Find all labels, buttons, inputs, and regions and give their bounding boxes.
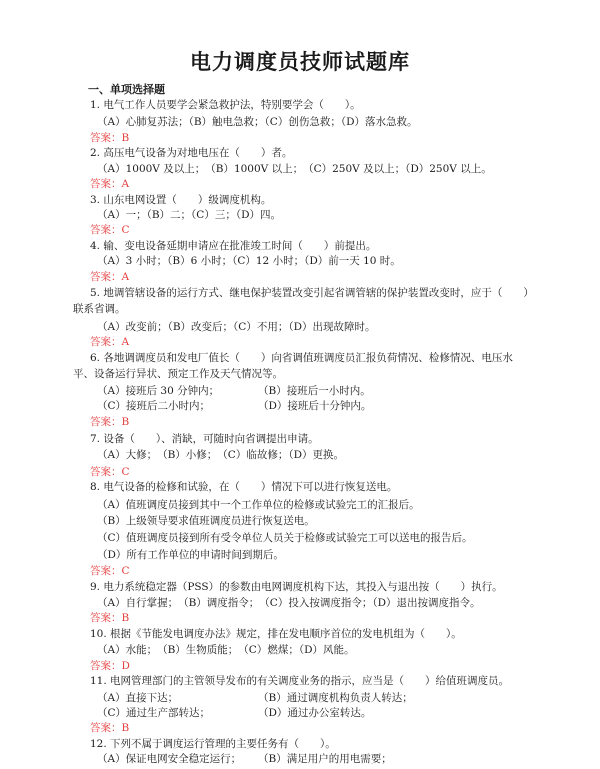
question-4-answer: 答案：A — [90, 270, 130, 283]
question-6-option-a: （A）接班后 30 分钟内； — [97, 384, 220, 397]
question-8-option-c: （C）值班调度员接到所有受令单位人员关于检修或试验完工可以送电的报告后。 — [97, 532, 473, 545]
question-5-answer: 答案：A — [90, 336, 130, 349]
question-1: 1. 电气工作人员要学会紧急救护法，特别要学会（ ）。 — [90, 99, 361, 111]
question-4-options: （A）3 小时；（B）6 小时；（C）12 小时；（D）前一天 10 时。 — [97, 255, 401, 268]
question-4: 4. 输、变电设备延期申请应在批准竣工时间（ ）前提出。 — [90, 239, 377, 252]
question-10: 10. 根据《节能发电调度办法》规定，排在发电顺序首位的发电机组为（ ）。 — [90, 627, 462, 640]
question-9-options: （A）自行掌握； （B）调度指令； （C）投入按调度指令；（D）退出按调度指令。 — [97, 596, 481, 609]
question-6: 6. 各地调调度员和发电厂值长（ ）向省调值班调度员汇报负荷情况、检修情况、电压水 — [90, 351, 513, 364]
question-5-continued: 联系省调。 — [73, 302, 126, 315]
question-9: 9. 电力系统稳定器（PSS）的参数由电网调度机构下达，其投入与退出按（ ）执行。 — [90, 580, 503, 593]
question-7-answer: 答案：C — [90, 465, 130, 478]
question-8-option-b: （B）上级领导要求值班调度员进行恢复送电。 — [97, 514, 315, 527]
question-11: 11. 电网管理部门的主管领导发布的有关调度业务的指示，应当是（ ）给值班调度员。 — [90, 675, 510, 688]
question-6-option-b: （B）接班后一小时内。 — [258, 384, 371, 397]
question-10-options: （A）水能； （B）生物质能； （C）燃煤；（D）风能。 — [97, 644, 355, 657]
question-8-answer: 答案：C — [90, 565, 130, 578]
question-12-option-a: （A）保证电网安全稳定运行； — [97, 753, 242, 766]
question-2: 2. 高压电气设备为对地电压在（ ）者。 — [90, 147, 293, 160]
question-11-option-a: （A）直接下达； — [97, 691, 179, 704]
question-3-answer: 答案：C — [90, 224, 130, 237]
question-1-answer: 答案：B — [90, 131, 130, 144]
question-3: 3. 山东电网设置（ ）级调度机构。 — [90, 193, 272, 206]
question-9-answer: 答案：B — [90, 612, 130, 625]
question-6-answer: 答案：B — [90, 416, 130, 429]
question-11-option-c: （C）通过生产部转达； — [97, 706, 211, 719]
question-2-answer: 答案：A — [90, 178, 130, 191]
question-6-option-d: （D）接班后十分钟内。 — [258, 400, 372, 413]
question-11-option-b: （B）通过调度机构负责人转达； — [258, 691, 413, 704]
question-6-continued: 平、设备运行异状、预定工作及天气情况等。 — [73, 368, 283, 381]
question-8: 8. 电气设备的检修和试验，在（ ）情况下可以进行恢复送电。 — [90, 481, 398, 494]
question-12-option-b: （B）满足用户的用电需要； — [258, 753, 392, 766]
question-11-answer: 答案：B — [90, 722, 130, 735]
question-5: 5. 地调管辖设备的运行方式、继电保护装置改变引起省调管辖的保护装置改变时，应于（ ） — [90, 287, 534, 300]
question-2-options: （A）1000V 及以上； （B）1000V 以上； （C）250V 及以上；（D）250V 以上。 — [97, 162, 492, 175]
question-7: 7. 设备（ ）、消缺，可随时向省调提出申请。 — [90, 432, 319, 445]
question-7-options: （A）大修； （B）小修； （C）临故修；（D）更换。 — [97, 449, 345, 462]
question-1-options: （A）心肺复苏法；（B）触电急救；（C）创伤急救；（D）落水急救。 — [97, 116, 418, 129]
page-title: 电力调度员技师试题库 — [190, 50, 410, 74]
question-5-options: （A）改变前；（B）改变后；（C）不用；（D）出现故障时。 — [97, 320, 376, 333]
section-heading: 一、单项选择题 — [88, 83, 165, 96]
question-3-options: （A）一；（B）二；（C）三；（D）四。 — [97, 209, 282, 221]
question-6-option-c: （C）接班后二小时内； — [97, 400, 211, 413]
question-8-option-a: （A）值班调度员接到其中一个工作单位的检修或试验完工的汇报后。 — [97, 498, 420, 511]
question-10-answer: 答案：D — [90, 659, 130, 672]
question-8-option-d: （D）所有工作单位的申请时间到期后。 — [97, 548, 284, 561]
question-12: 12. 下列不属于调度运行管理的主要任务有（ ）。 — [90, 737, 336, 750]
question-11-option-d: （D）通过办公室转达。 — [258, 706, 372, 719]
